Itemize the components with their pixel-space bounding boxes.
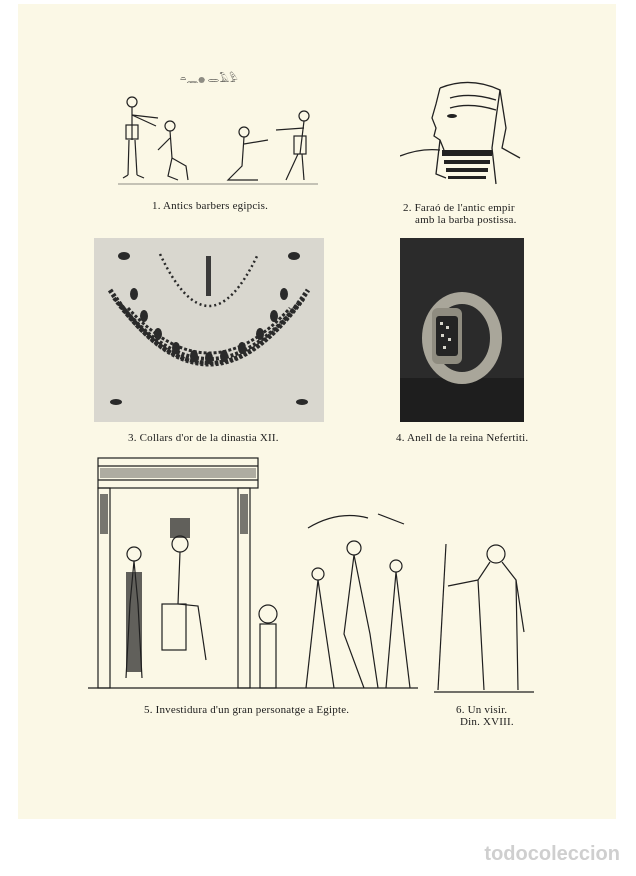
investiture-illustration — [88, 454, 418, 694]
figure-6-caption-line-1: 6. Un visir. — [456, 704, 508, 716]
barbers-illustration — [118, 70, 318, 190]
figure-5-investiture-drawing — [88, 454, 418, 694]
book-page — [18, 4, 616, 819]
figure-2-pharaoh-drawing — [400, 78, 526, 190]
collars-image — [94, 238, 324, 422]
watermark-logo — [484, 843, 620, 866]
figure-6-vizier-drawing — [434, 540, 534, 694]
figure-3-caption: 3. Collars d'or de la dinastia XII. — [128, 432, 279, 444]
figure-1-caption: 1. Antics barbers egipcis. — [152, 200, 269, 212]
figure-4-ring-photo — [400, 238, 524, 422]
figure-2-caption-line-1: 2. Faraó de l'antic empir — [403, 202, 515, 214]
figure-2-caption-line-2: amb la barba postissa. — [415, 214, 517, 226]
figure-4-caption: 4. Anell de la reina Nefertiti. — [396, 432, 529, 444]
watermark-text: todocoleccion — [484, 843, 620, 865]
figure-3-collars-photo — [94, 238, 324, 422]
figure-1-barbers-drawing — [118, 70, 318, 190]
hieroglyph-label: 𓏏𓈖𓐍 𓂋𓄿𓅱 — [180, 74, 238, 85]
pharaoh-illustration — [400, 78, 526, 190]
ring-image — [400, 238, 524, 422]
figure-5-caption: 5. Investidura d'un gran personatge a Egipte. — [144, 704, 350, 716]
figure-6-caption-line-2: Din. XVIII. — [460, 716, 514, 728]
vizier-illustration — [434, 540, 534, 694]
